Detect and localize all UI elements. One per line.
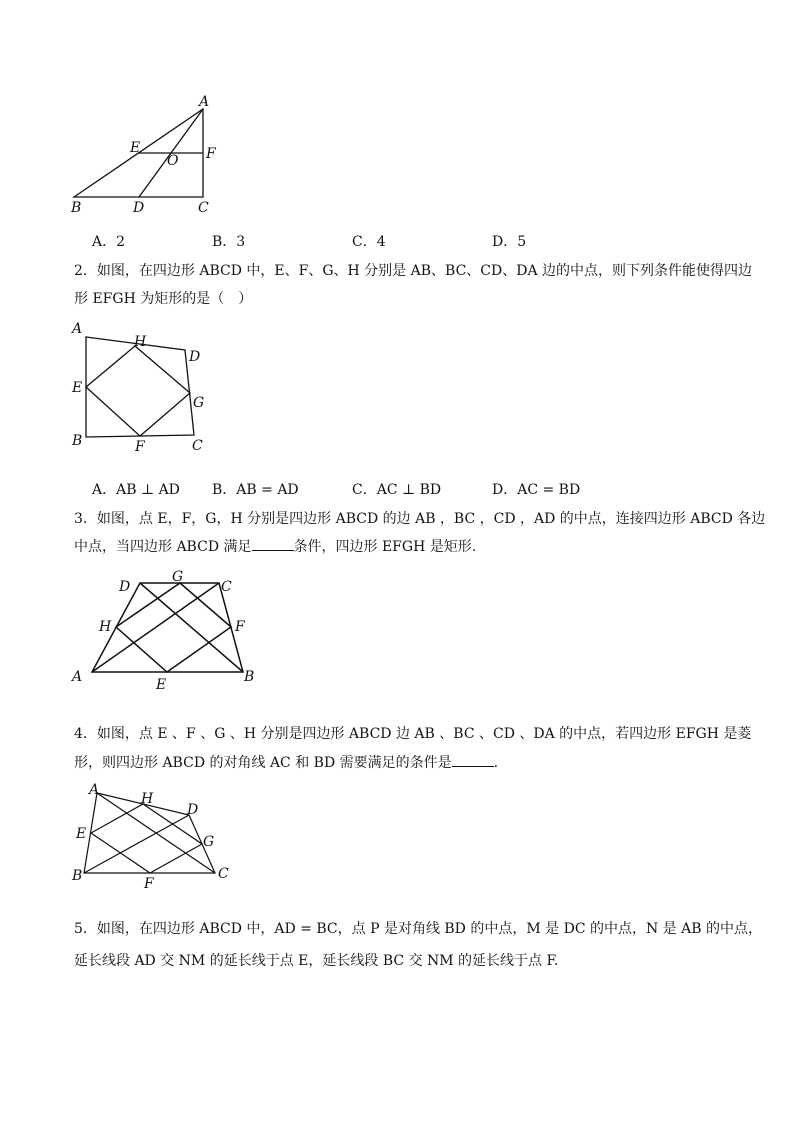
q2-stem-line1: 2．如图，在四边形 ABCD 中，E、F、G、H 分别是 AB、BC、CD、DA 边的中点，则下列条件能使得四边 [74, 263, 753, 279]
label-b: B [72, 433, 83, 449]
label-f: F [144, 876, 154, 892]
q4-stem-line1: 4．如图，点 E 、F 、G 、H 分别是四边形 ABCD 边 AB 、BC 、CD 、DA 的中点，若四边形 EFGH 是菱 [74, 726, 752, 742]
label-a: A [72, 669, 83, 685]
label-b: B [72, 868, 83, 884]
label-c: C [192, 438, 203, 454]
label-h: H [134, 334, 147, 350]
label-c: C [198, 200, 209, 216]
label-c: C [218, 866, 229, 882]
q3-stem-line2-b: 条件，四边形 EFGH 是矩形. [293, 539, 477, 555]
label-f: F [235, 619, 245, 635]
label-d: D [133, 200, 145, 216]
q1-option-d[interactable]: D．5 [492, 234, 527, 250]
q5-stem-line1: 5．如图，在四边形 ABCD 中，AD = BC，点 P 是对角线 BD 的中点，M 是 DC 的中点，N 是 AB 的中点， [74, 921, 762, 937]
q3-stem-line1: 3．如图，点 E，F，G，H 分别是四边形 ABCD 的边 AB ，BC ，CD ，AD 的中点，连接四边形 ABCD 各边 [74, 511, 766, 527]
q1-option-b[interactable]: B．3 [212, 234, 246, 250]
label-f: F [206, 146, 216, 162]
label-e: E [130, 140, 141, 156]
label-d: D [189, 349, 201, 365]
q2-stem-line2: 形 EFGH 为矩形的是（ ） [74, 291, 253, 307]
q1-option-c[interactable]: C．4 [352, 234, 386, 250]
label-e: E [76, 826, 87, 842]
label-e: E [156, 677, 167, 693]
label-e: E [72, 380, 83, 396]
label-a: A [89, 782, 100, 798]
label-h: H [99, 619, 112, 635]
label-g: G [172, 569, 184, 585]
q3-stem-line2-a: 中点，当四边形 ABCD 满足 [74, 539, 252, 555]
label-f: F [135, 439, 145, 455]
label-a: A [72, 321, 83, 337]
label-d: D [119, 579, 131, 595]
q2-option-c[interactable]: C．AC ⊥ BD [352, 482, 442, 498]
q1-option-a[interactable]: A．2 [92, 234, 126, 250]
label-g: G [203, 834, 215, 850]
label-g: G [193, 395, 205, 411]
label-d: D [187, 802, 199, 818]
label-c: C [221, 579, 232, 595]
q4-stem-line2-a: 形，则四边形 ABCD 的对角线 AC 和 BD 需要满足的条件是 [74, 755, 452, 771]
label-h: H [141, 791, 154, 807]
q2-option-d[interactable]: D．AC = BD [492, 482, 581, 498]
q5-stem-line2: 延长线段 AD 交 NM 的延长线于点 E，延长线段 BC 交 NM 的延长线于点 F. [74, 953, 559, 969]
q2-option-a[interactable]: A．AB ⊥ AD [92, 482, 180, 498]
label-o: O [167, 153, 179, 169]
label-b: B [244, 669, 255, 685]
q4-stem-line2-b: . [493, 755, 499, 771]
label-a: A [199, 94, 210, 110]
label-b: B [71, 200, 82, 216]
q2-option-b[interactable]: B．AB = AD [212, 482, 299, 498]
